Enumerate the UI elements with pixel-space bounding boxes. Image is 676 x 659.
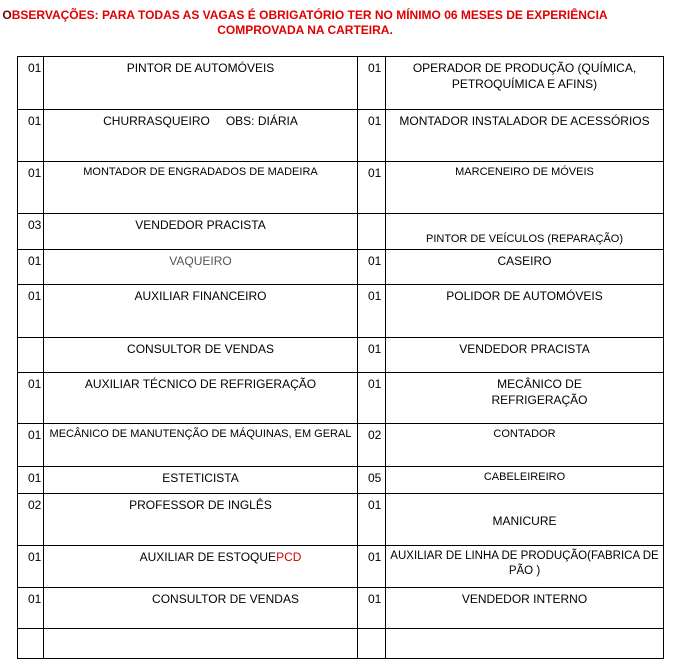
- right-job-title: AUXILIAR DE LINHA DE PRODUÇÃO(FABRICA DE PÃO ): [386, 546, 664, 588]
- right-job-title: CABELEIREIRO: [386, 467, 664, 494]
- job-title-text: CHURRASQUEIRO: [103, 114, 210, 128]
- right-job-title: MECÂNICO DE REFRIGERAÇÃO: [386, 373, 664, 424]
- left-quantity: [18, 338, 44, 373]
- right-job-title: MONTADOR INSTALADOR DE ACESSÓRIOS: [386, 110, 664, 162]
- left-job-title: [44, 110, 358, 162]
- left-job-title: ESTETICISTA: [44, 467, 358, 494]
- job-vacancies-table: [17, 56, 664, 659]
- left-quantity: 01: [18, 250, 44, 285]
- left-job-title: [44, 546, 358, 588]
- right-quantity: 01: [358, 338, 386, 373]
- table-row: [18, 338, 664, 373]
- table-row: [18, 467, 664, 494]
- observations-line-1-text: BSERVAÇÕES: PARA TODAS AS VAGAS É OBRIGATÓRIO TER NO MÍNIMO 06 MESES DE EXPERIÊNCIA: [11, 8, 608, 22]
- left-job-title: CONSULTOR DE VENDAS: [44, 588, 358, 629]
- right-job-title: POLIDOR DE AUTOMÓVEIS: [386, 285, 664, 338]
- job-title-text: AUXILIAR DE ESTOQUE: [139, 550, 277, 564]
- right-job-title: OPERADOR DE PRODUÇÃO (QUÍMICA, PETROQUÍMICA E AFINS): [386, 57, 664, 110]
- right-job-title: VENDEDOR PRACISTA: [386, 338, 664, 373]
- right-quantity: 01: [358, 162, 386, 214]
- left-job-title: VAQUEIRO: [44, 250, 358, 285]
- left-quantity: 01: [18, 110, 44, 162]
- observations-header: [0, 8, 610, 38]
- table-row: [18, 629, 664, 659]
- left-job-title: MECÂNICO DE MANUTENÇÃO DE MÁQUINAS, EM GERAL: [44, 424, 358, 467]
- left-job-title: PROFESSOR DE INGLÊS: [44, 494, 358, 546]
- right-quantity: 01: [358, 250, 386, 285]
- job-note-text: OBS: DIÁRIA: [225, 114, 298, 128]
- table-row: [18, 373, 664, 424]
- table-row: [18, 546, 664, 588]
- left-job-title: [44, 629, 358, 659]
- right-quantity: 01: [358, 285, 386, 338]
- right-quantity: 02: [358, 424, 386, 467]
- right-quantity: 01: [358, 110, 386, 162]
- left-job-title: MONTADOR DE ENGRADADOS DE MADEIRA: [44, 162, 358, 214]
- right-job-title: PINTOR DE VEÍCULOS (REPARAÇÃO): [386, 214, 664, 250]
- left-quantity: 01: [18, 467, 44, 494]
- right-quantity: 01: [358, 494, 386, 546]
- left-job-title: CONSULTOR DE VENDAS: [44, 338, 358, 373]
- right-quantity: 01: [358, 57, 386, 110]
- observations-line-1: [0, 8, 610, 23]
- left-quantity: 01: [18, 162, 44, 214]
- right-job-title: [386, 629, 664, 659]
- observations-line-2: COMPROVADA NA CARTEIRA.: [217, 23, 393, 37]
- table-row: [18, 250, 664, 285]
- right-job-title: CASEIRO: [386, 250, 664, 285]
- left-quantity: 02: [18, 494, 44, 546]
- table-row: [18, 494, 664, 546]
- pcd-tag: PCD: [276, 550, 302, 564]
- table-row: [18, 588, 664, 629]
- right-job-title: MARCENEIRO DE MÓVEIS: [386, 162, 664, 214]
- right-quantity: [358, 214, 386, 250]
- observations-lead-letter: O: [2, 8, 12, 22]
- right-job-title: VENDEDOR INTERNO: [386, 588, 664, 629]
- table-row: [18, 214, 664, 250]
- left-quantity: 01: [18, 57, 44, 110]
- table-row: [18, 162, 664, 214]
- left-quantity: 01: [18, 424, 44, 467]
- left-quantity: 01: [18, 588, 44, 629]
- right-quantity: 01: [358, 546, 386, 588]
- left-quantity: 01: [18, 546, 44, 588]
- left-quantity: 01: [18, 285, 44, 338]
- table-row: [18, 285, 664, 338]
- table-row: [18, 57, 664, 110]
- right-job-title: MANICURE: [386, 494, 664, 546]
- table-row: [18, 110, 664, 162]
- left-job-title: AUXILIAR FINANCEIRO: [44, 285, 358, 338]
- table-row: [18, 424, 664, 467]
- right-job-title: CONTADOR: [386, 424, 664, 467]
- left-job-title: VENDEDOR PRACISTA: [44, 214, 358, 250]
- left-quantity: 03: [18, 214, 44, 250]
- right-quantity: 01: [358, 373, 386, 424]
- left-quantity: 01: [18, 373, 44, 424]
- right-quantity: 05: [358, 467, 386, 494]
- left-job-title: AUXILIAR TÉCNICO DE REFRIGERAÇÃO: [44, 373, 358, 424]
- right-quantity: 01: [358, 588, 386, 629]
- left-quantity: [18, 629, 44, 659]
- left-job-title: PINTOR DE AUTOMÓVEIS: [44, 57, 358, 110]
- right-quantity: [358, 629, 386, 659]
